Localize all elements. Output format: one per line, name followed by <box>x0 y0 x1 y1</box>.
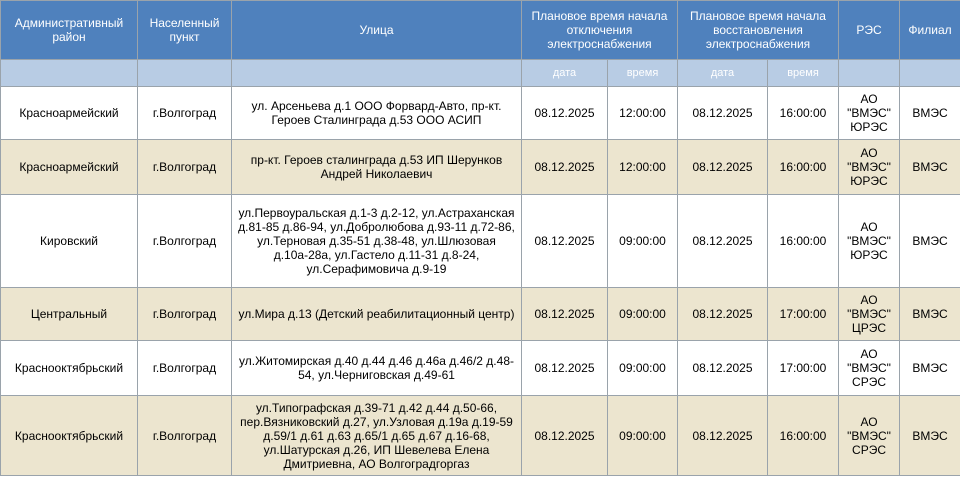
cell-locality: г.Волгоград <box>138 396 232 476</box>
cell-off-time: 09:00:00 <box>608 341 678 396</box>
cell-branch: ВМЭС <box>900 140 960 195</box>
subheader-on-date: дата <box>678 60 768 87</box>
header-branch: Филиал <box>900 1 960 60</box>
cell-on-date: 08.12.2025 <box>678 87 768 140</box>
cell-on-date: 08.12.2025 <box>678 195 768 288</box>
table-row <box>1 87 960 140</box>
cell-street: ул.Житомирская д.40 д.44 д.46 д.46а д.46/2 д.48-54, ул.Черниговская д.49-61 <box>232 341 522 396</box>
cell-on-time: 16:00:00 <box>768 87 839 140</box>
cell-off-time: 12:00:00 <box>608 87 678 140</box>
cell-street: ул.Типографская д.39-71 д.42 д.44 д.50-66, пер.Вязниковский д.27, ул.Узловая д.19а д.19-59 д.59/1 д.61 д.63 д.65/1 д.65 д.67 д.16-68, ул.Шатурская д.26, ИП Шевелева Елена Дмитриевна, АО Волгоградгоргаз <box>232 396 522 476</box>
subheader-empty <box>1 60 138 87</box>
header-res: РЭС <box>839 1 900 60</box>
cell-res: АО "ВМЭС" ЦРЭС <box>839 288 900 341</box>
cell-on-time: 17:00:00 <box>768 341 839 396</box>
cell-off-time: 09:00:00 <box>608 396 678 476</box>
cell-off-date: 08.12.2025 <box>522 140 608 195</box>
cell-res: АО "ВМЭС" ЮРЭС <box>839 87 900 140</box>
subheader-empty <box>232 60 522 87</box>
cell-district: Кировский <box>1 195 138 288</box>
header-restore-time: Плановое время начала восстановления электроснабжения <box>678 1 839 60</box>
cell-locality: г.Волгоград <box>138 140 232 195</box>
table-row <box>1 396 960 476</box>
cell-res: АО "ВМЭС" ЮРЭС <box>839 140 900 195</box>
cell-district: Центральный <box>1 288 138 341</box>
cell-branch: ВМЭС <box>900 341 960 396</box>
cell-on-date: 08.12.2025 <box>678 341 768 396</box>
cell-off-date: 08.12.2025 <box>522 396 608 476</box>
subheader-on-time: время <box>768 60 839 87</box>
cell-on-date: 08.12.2025 <box>678 396 768 476</box>
subheader-row <box>1 60 960 87</box>
cell-street: пр-кт. Героев сталинграда д.53 ИП Шерунков Андрей Николаевич <box>232 140 522 195</box>
cell-on-time: 16:00:00 <box>768 195 839 288</box>
cell-locality: г.Волгоград <box>138 288 232 341</box>
subheader-off-time: время <box>608 60 678 87</box>
header-row <box>1 1 960 60</box>
header-locality: Населенный пункт <box>138 1 232 60</box>
cell-on-time: 17:00:00 <box>768 288 839 341</box>
subheader-empty <box>138 60 232 87</box>
subheader-off-date: дата <box>522 60 608 87</box>
cell-branch: ВМЭС <box>900 288 960 341</box>
cell-district: Красноармейский <box>1 140 138 195</box>
cell-off-time: 09:00:00 <box>608 288 678 341</box>
cell-off-date: 08.12.2025 <box>522 341 608 396</box>
cell-branch: ВМЭС <box>900 195 960 288</box>
header-street: Улица <box>232 1 522 60</box>
subheader-empty <box>900 60 960 87</box>
cell-off-time: 09:00:00 <box>608 195 678 288</box>
cell-on-time: 16:00:00 <box>768 396 839 476</box>
table-row <box>1 288 960 341</box>
cell-street: ул.Мира д.13 (Детский реабилитационный центр) <box>232 288 522 341</box>
cell-res: АО "ВМЭС" СРЭС <box>839 396 900 476</box>
cell-off-time: 12:00:00 <box>608 140 678 195</box>
cell-locality: г.Волгоград <box>138 341 232 396</box>
header-district: Административный район <box>1 1 138 60</box>
cell-district: Краснооктябрьский <box>1 396 138 476</box>
header-off-time: Плановое время начала отключения электроснабжения <box>522 1 678 60</box>
cell-off-date: 08.12.2025 <box>522 195 608 288</box>
cell-street: ул.Первоуральская д.1-3 д.2-12, ул.Астраханская д.81-85 д.86-94, ул.Добролюбова д.93-11 д.72-86, ул.Терновая д.35-51 д.38-48, ул.Шлюзовая д.10а-28а, ул.Гастело д.11-31 д.8-24, ул.Серафимовича д.9-19 <box>232 195 522 288</box>
cell-locality: г.Волгоград <box>138 87 232 140</box>
cell-off-date: 08.12.2025 <box>522 87 608 140</box>
cell-district: Красноармейский <box>1 87 138 140</box>
cell-res: АО "ВМЭС" СРЭС <box>839 341 900 396</box>
cell-street: ул. Арсеньева д.1 ООО Форвард-Авто, пр-кт. Героев Сталинграда д.53 ООО АСИП <box>232 87 522 140</box>
subheader-empty <box>839 60 900 87</box>
table-row <box>1 140 960 195</box>
cell-off-date: 08.12.2025 <box>522 288 608 341</box>
cell-branch: ВМЭС <box>900 87 960 140</box>
table-row <box>1 195 960 288</box>
table-row <box>1 341 960 396</box>
cell-res: АО "ВМЭС" ЮРЭС <box>839 195 900 288</box>
cell-locality: г.Волгоград <box>138 195 232 288</box>
cell-on-date: 08.12.2025 <box>678 288 768 341</box>
cell-on-time: 16:00:00 <box>768 140 839 195</box>
cell-branch: ВМЭС <box>900 396 960 476</box>
cell-district: Краснооктябрьский <box>1 341 138 396</box>
cell-on-date: 08.12.2025 <box>678 140 768 195</box>
